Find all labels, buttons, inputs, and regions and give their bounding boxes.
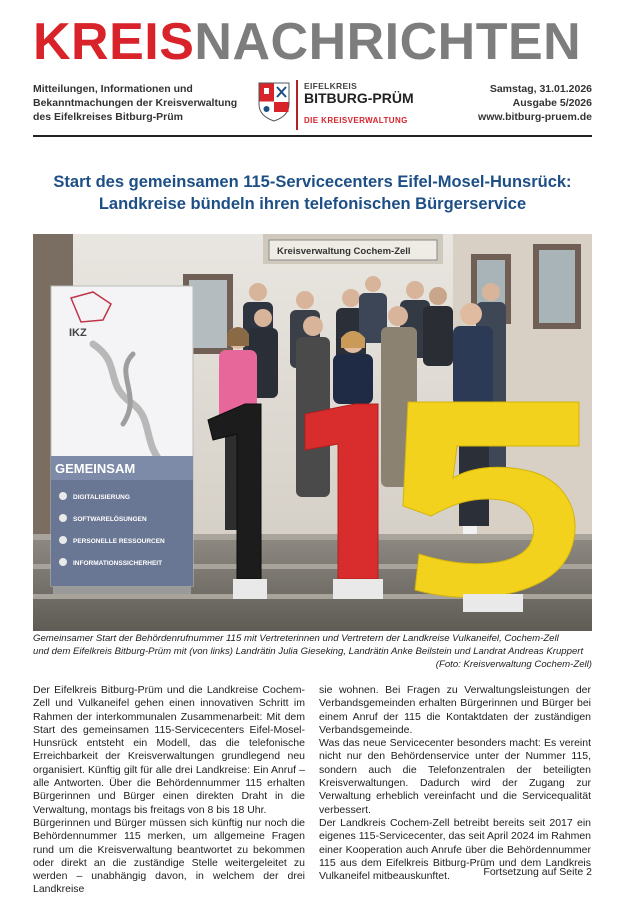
masthead-part-kreis: KREIS	[33, 13, 195, 71]
article-headline	[33, 171, 592, 215]
banner-item: INFORMATIONSSICHERHEIT	[73, 560, 163, 567]
website-link[interactable]: www.bitburg-pruem.de	[478, 111, 592, 123]
banner-ikz-label: IKZ	[69, 327, 87, 339]
logo-bitburg-pruem-text: BITBURG-PRÜM	[304, 90, 414, 106]
photo-scene	[33, 234, 592, 631]
issue-number: Ausgabe 5/2026	[512, 97, 592, 109]
article-column-right	[319, 684, 591, 883]
article-column-left	[33, 684, 305, 897]
logo-divider	[296, 80, 298, 130]
article-paragraph: Der Landkreis Cochem-Zell betreibt bereits seit 2017 ein eigenes 115-Servicecenter, das seit April 2024 im Rahmen einer Kooperation auch Anrufe über die Behördennummer 115 aus dem Eifelkreis Bitburg-Prüm und dem Landkreis Vulkaneifel mitbeauskunftet.	[319, 816, 591, 883]
article-paragraph: sie wohnen. Bei Fragen zu Verwaltungsleistungen der Verbandsgemeinden erhalten Bürgerinnen und Bürger bei einem Anruf der 115 die Kontaktdaten der zuständigen Verbandsgemeinde.	[319, 684, 591, 736]
caption-line: und dem Eifelkreis Bitburg-Prüm mit (von links) Landrätin Julia Gieseking, Landrätin Anke Beilstein und Landrat Andreas Kruppert	[33, 646, 584, 657]
header-description	[33, 82, 253, 124]
banner-item: SOFTWARELÖSUNGEN	[73, 516, 147, 523]
building-sign-text: Kreisverwaltung Cochem-Zell	[277, 246, 411, 257]
issue-info	[442, 82, 592, 124]
article-photo	[33, 234, 592, 631]
article-paragraph: Bürgerinnen und Bürger müssen sich künftig nur noch die Behördennummer 115 merken, um allgemeine Fragen rund um die Kreisverwaltung beantwortet zu bekommen oder direkt an die zuständige Stelle weitergeleitet zu werden – unabhängig davon, in welchem der drei Landkreise	[33, 816, 305, 896]
banner-bullet-icon	[59, 558, 67, 566]
masthead-part-nachrichten: NACHRICHTEN	[194, 13, 582, 71]
logo-eifelkreis-text: EIFELKREIS	[304, 81, 358, 91]
caption-line: Gemeinsamer Start der Behördenrufnummer 115 mit Vertreterinnen und Vertretern der Landkreise Vulkaneifel, Cochem-Zell	[33, 633, 559, 644]
banner-bullet-icon	[59, 536, 67, 544]
banner-item: PERSONELLE RESSOURCEN	[73, 538, 165, 545]
banner-bullet-icon	[59, 492, 67, 500]
headline-line-1: Start des gemeinsamen 115-Servicecenters Eifel-Mosel-Hunsrück:	[53, 173, 572, 191]
article-paragraph: Was das neue Servicecenter besonders macht: Es vereint nicht nur den Behördenservice unter der Nummer 115, sondern auch die Telefonzentralen der beteiligten Kreisverwaltungen. Dadurch wird der Zugang zur Verwaltung erheblich vereinfacht und die Servicequalität verbessert.	[319, 737, 591, 816]
masthead-title	[33, 12, 593, 72]
article-paragraph: Der Eifelkreis Bitburg-Prüm und die Landkreise Cochem-Zell und Vulkaneifel gehen einen innovativen Schritt im Rahmen der interkommunalen Zusammenarbeit: Mit dem Start des gemeinsamen 115-Servicecenters Eifel-Mosel-Hunsrück entsteht ein Modell, das die telefonische Erreichbarkeit der Kreisverwaltungen grundlegend neu organisiert. Künftig gilt für alle drei Landkreise: Ein Anruf – alle Antworten. Über die Behördennummer 115 erhalten Bürgerinnen und Bürger einen direkten Draht in die Verwaltung, montags bis freitags von 8 bis 18 Uhr.	[33, 684, 305, 816]
logo-kreisverwaltung-text: DIE KREISVERWALTUNG	[304, 116, 408, 125]
ikz-banner	[51, 286, 193, 594]
photo-caption	[33, 632, 592, 671]
header-rule	[33, 135, 592, 137]
headline-line-2: Landkreise bündeln ihren telefonischen Bürgerservice	[98, 195, 527, 213]
header-description-line: Mitteilungen, Informationen und	[33, 83, 193, 95]
banner-item: DIGITALISIERUNG	[73, 494, 130, 501]
continuation-note[interactable]: Fortsetzung auf Seite 2	[483, 866, 592, 878]
coat-of-arms-icon	[258, 82, 290, 122]
header-description-line: Bekanntmachungen der Kreisverwaltung	[33, 97, 238, 109]
banner-gemeinsam-label: GEMEINSAM	[55, 461, 136, 476]
issue-date: Samstag, 31.01.2026	[489, 83, 592, 95]
banner-bullet-icon	[59, 514, 67, 522]
photo-credit: (Foto: Kreisverwaltung Cochem-Zell)	[435, 659, 592, 670]
header-description-line: des Eifelkreises Bitburg-Prüm	[33, 111, 183, 123]
eifelkreis-logo	[258, 80, 428, 132]
